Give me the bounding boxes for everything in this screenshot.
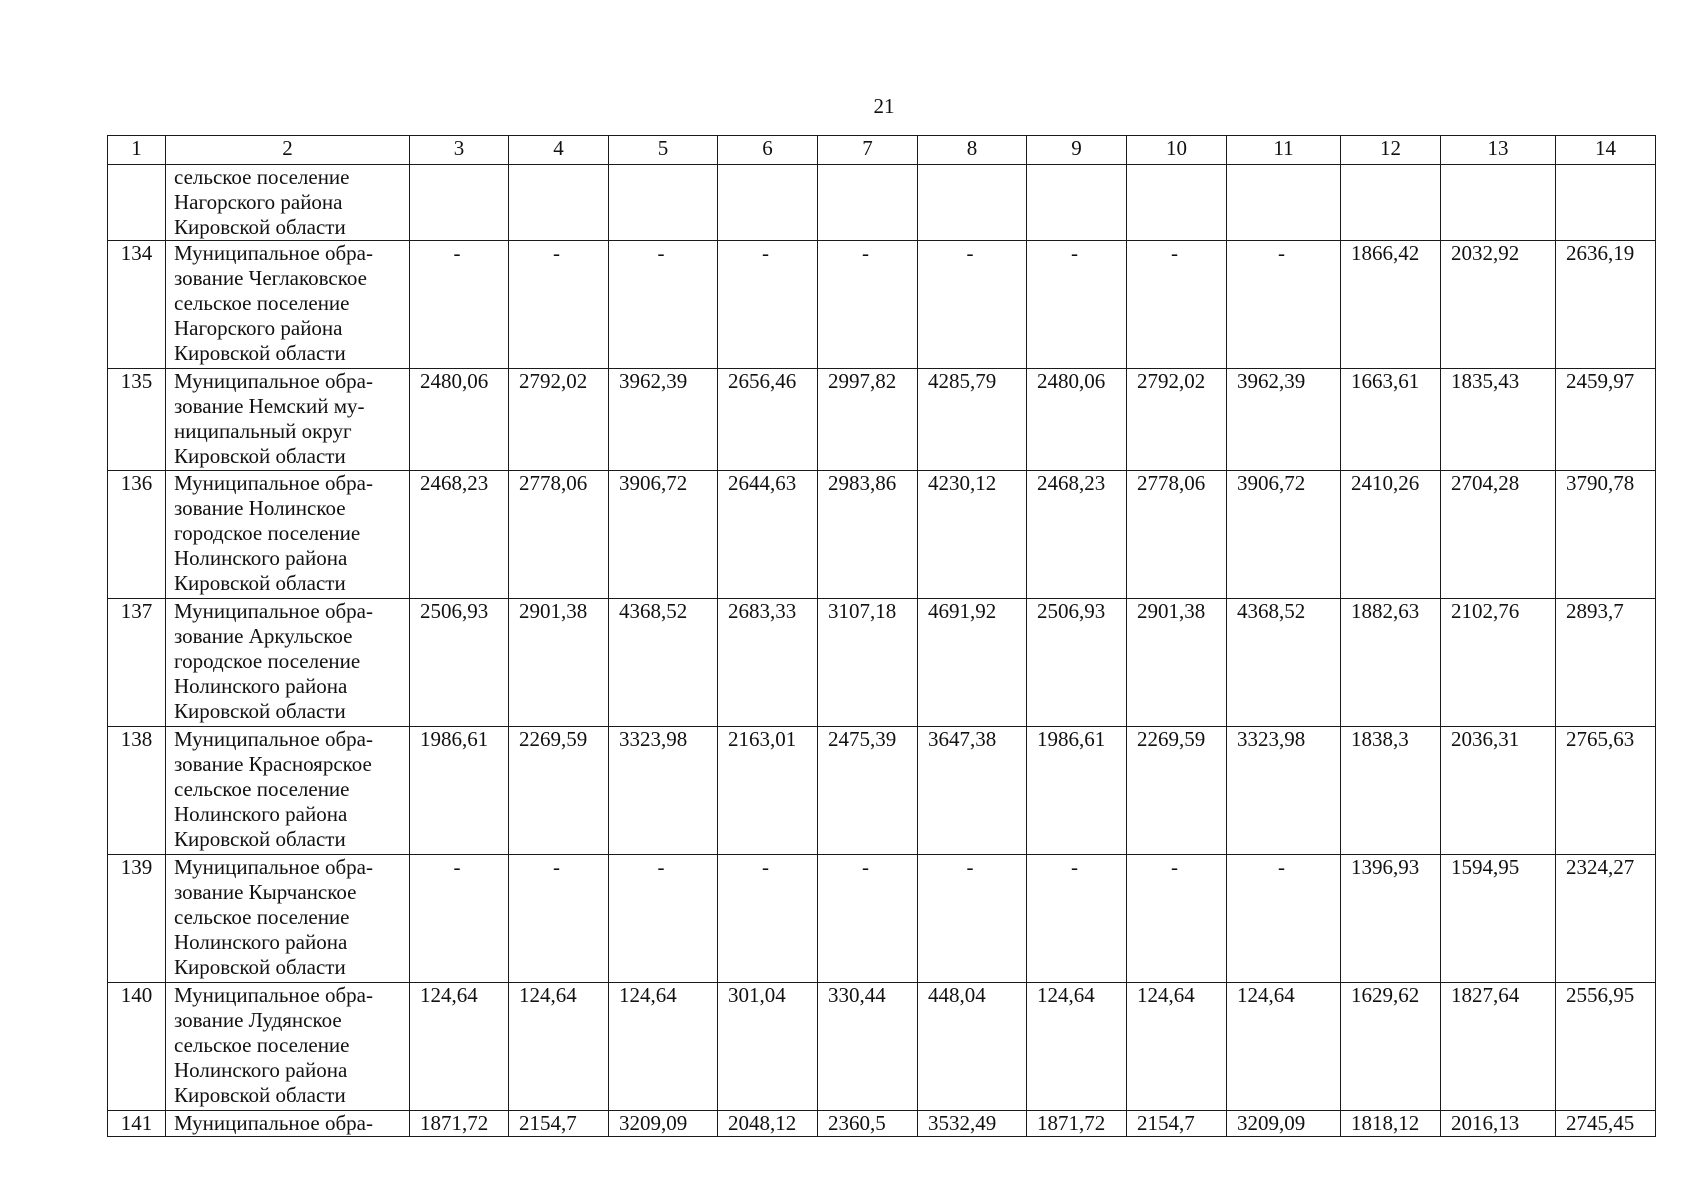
value-cell-col-4: 2154,7 — [509, 1111, 609, 1137]
value-cell-col-3: 1986,61 — [410, 727, 509, 855]
municipality-name-line: зование Лудянское — [174, 1008, 342, 1032]
table-row — [108, 241, 1656, 369]
value-cell-col-7: 2983,86 — [818, 471, 918, 599]
value-cell-col-10: 2901,38 — [1127, 599, 1227, 727]
municipality-name-line: зование Красноярское — [174, 752, 372, 776]
value-cell-col-9: 2506,93 — [1027, 599, 1127, 727]
municipality-name-line: ниципальный округ — [174, 419, 352, 443]
header-cell-13: 13 — [1441, 136, 1556, 165]
value-cell-col-5: 3962,39 — [609, 369, 718, 471]
value-cell-col-10: - — [1127, 855, 1227, 983]
value-cell-col-11: - — [1227, 855, 1341, 983]
municipality-name-line: Муниципальное обра- — [174, 599, 373, 623]
value-cell-col-13: 1594,95 — [1441, 855, 1556, 983]
value-cell-col-7: 330,44 — [818, 983, 918, 1111]
municipality-name-cell — [166, 471, 410, 599]
header-cell-11: 11 — [1227, 136, 1341, 165]
value-cell-col-3: 2468,23 — [410, 471, 509, 599]
value-cell-col-8: 448,04 — [918, 983, 1027, 1111]
value-cell-col-12: 1882,63 — [1341, 599, 1441, 727]
value-cell-col-6: 301,04 — [718, 983, 818, 1111]
municipality-name-line: зование Аркульское — [174, 624, 353, 648]
row-number-cell — [108, 165, 166, 241]
municipality-name-line: Нолинского района — [174, 1058, 348, 1082]
row-number-cell: 135 — [108, 369, 166, 471]
value-cell-col-6: 2644,63 — [718, 471, 818, 599]
value-cell-col-3 — [410, 165, 509, 241]
header-cell-8: 8 — [918, 136, 1027, 165]
header-cell-5: 5 — [609, 136, 718, 165]
value-cell-col-12: 1838,3 — [1341, 727, 1441, 855]
municipality-name-cell — [166, 727, 410, 855]
row-number-cell: 138 — [108, 727, 166, 855]
value-cell-col-8: - — [918, 241, 1027, 369]
value-cell-col-8: 4691,92 — [918, 599, 1027, 727]
municipality-name-line: Нолинского района — [174, 546, 348, 570]
value-cell-col-3: 2506,93 — [410, 599, 509, 727]
value-cell-col-8: 3532,49 — [918, 1111, 1027, 1137]
municipality-name-line: Муниципальное обра- — [174, 241, 373, 265]
value-cell-col-7: 3107,18 — [818, 599, 918, 727]
municipality-name-line: сельское поселение — [174, 905, 350, 929]
municipality-name-line: Муниципальное обра- — [174, 471, 373, 495]
row-number-cell: 137 — [108, 599, 166, 727]
value-cell-col-14: 2636,19 — [1556, 241, 1656, 369]
value-cell-col-10: 2269,59 — [1127, 727, 1227, 855]
value-cell-col-11: 3906,72 — [1227, 471, 1341, 599]
value-cell-col-5: 4368,52 — [609, 599, 718, 727]
header-row — [108, 136, 1656, 165]
municipality-name-line: Кировской области — [174, 571, 346, 595]
municipality-name-cell — [166, 165, 410, 241]
value-cell-col-5: 3323,98 — [609, 727, 718, 855]
value-cell-col-6: 2163,01 — [718, 727, 818, 855]
value-cell-col-3: 2480,06 — [410, 369, 509, 471]
value-cell-col-13: 1827,64 — [1441, 983, 1556, 1111]
row-number-cell: 141 — [108, 1111, 166, 1137]
value-cell-col-12: 1396,93 — [1341, 855, 1441, 983]
table-row — [108, 471, 1656, 599]
value-cell-col-8: 4285,79 — [918, 369, 1027, 471]
value-cell-col-4: 2792,02 — [509, 369, 609, 471]
row-number-cell: 139 — [108, 855, 166, 983]
value-cell-col-14: 2324,27 — [1556, 855, 1656, 983]
municipality-name-line: Кировской области — [174, 827, 346, 851]
value-cell-col-4: 2778,06 — [509, 471, 609, 599]
municipality-name-line: сельское поселение — [174, 1033, 350, 1057]
value-cell-col-13: 2704,28 — [1441, 471, 1556, 599]
value-cell-col-10: 124,64 — [1127, 983, 1227, 1111]
municipality-name-line: зование Немский му- — [174, 394, 365, 418]
value-cell-col-4 — [509, 165, 609, 241]
value-cell-col-5: - — [609, 241, 718, 369]
value-cell-col-4: 2901,38 — [509, 599, 609, 727]
table-body — [108, 136, 1656, 1137]
municipality-name-line: Муниципальное обра- — [174, 727, 373, 751]
municipality-name-line: Кировской области — [174, 215, 346, 239]
value-cell-col-14: 2745,45 — [1556, 1111, 1656, 1137]
value-cell-col-10: 2778,06 — [1127, 471, 1227, 599]
municipality-name-cell — [166, 241, 410, 369]
municipality-name-line: городское поселение — [174, 649, 361, 673]
row-number-cell: 136 — [108, 471, 166, 599]
municipality-name-line: Муниципальное обра- — [174, 855, 373, 879]
municipality-name-cell — [166, 599, 410, 727]
value-cell-col-12: 1663,61 — [1341, 369, 1441, 471]
municipality-name-line: Кировской области — [174, 699, 346, 723]
municipality-name-cell — [166, 369, 410, 471]
municipality-name-line: Нагорского района — [174, 190, 343, 214]
value-cell-col-7: 2475,39 — [818, 727, 918, 855]
value-cell-col-13: 2102,76 — [1441, 599, 1556, 727]
header-cell-10: 10 — [1127, 136, 1227, 165]
header-cell-3: 3 — [410, 136, 509, 165]
table-row — [108, 165, 1656, 241]
value-cell-col-12: 1866,42 — [1341, 241, 1441, 369]
value-cell-col-11: 124,64 — [1227, 983, 1341, 1111]
value-cell-col-3: 1871,72 — [410, 1111, 509, 1137]
value-cell-col-12: 1629,62 — [1341, 983, 1441, 1111]
value-cell-col-9 — [1027, 165, 1127, 241]
row-number-cell: 134 — [108, 241, 166, 369]
value-cell-col-3: - — [410, 855, 509, 983]
value-cell-col-5: 3209,09 — [609, 1111, 718, 1137]
value-cell-col-10: 2792,02 — [1127, 369, 1227, 471]
value-cell-col-7: 2360,5 — [818, 1111, 918, 1137]
value-cell-col-9: 2480,06 — [1027, 369, 1127, 471]
value-cell-col-14: 2765,63 — [1556, 727, 1656, 855]
value-cell-col-11: - — [1227, 241, 1341, 369]
value-cell-col-6: 2656,46 — [718, 369, 818, 471]
value-cell-col-13: 2016,13 — [1441, 1111, 1556, 1137]
municipality-name-line: городское поселение — [174, 521, 361, 545]
value-cell-col-3: - — [410, 241, 509, 369]
header-cell-14: 14 — [1556, 136, 1656, 165]
value-cell-col-14: 2893,7 — [1556, 599, 1656, 727]
value-cell-col-6 — [718, 165, 818, 241]
municipality-name-line: Муниципальное обра- — [174, 983, 373, 1007]
value-cell-col-6: 2683,33 — [718, 599, 818, 727]
municipality-name-cell — [166, 1111, 410, 1137]
value-cell-col-11: 3323,98 — [1227, 727, 1341, 855]
municipality-name-cell — [166, 983, 410, 1111]
value-cell-col-14 — [1556, 165, 1656, 241]
municipality-name-line: Кировской области — [174, 955, 346, 979]
municipality-name-line: сельское поселение — [174, 777, 350, 801]
header-cell-12: 12 — [1341, 136, 1441, 165]
municipality-name-line: зование Чеглаковское — [174, 266, 367, 290]
value-cell-col-7: - — [818, 855, 918, 983]
data-table — [107, 135, 1656, 1137]
value-cell-col-9: 1871,72 — [1027, 1111, 1127, 1137]
value-cell-col-12 — [1341, 165, 1441, 241]
value-cell-col-13: 2036,31 — [1441, 727, 1556, 855]
municipality-name-line: Кировской области — [174, 1083, 346, 1107]
page-number: 21 — [873, 94, 895, 118]
value-cell-col-13: 2032,92 — [1441, 241, 1556, 369]
municipality-name-line: Муниципальное обра- — [174, 1111, 373, 1135]
value-cell-col-9: 1986,61 — [1027, 727, 1127, 855]
value-cell-col-9: - — [1027, 855, 1127, 983]
value-cell-col-8: - — [918, 855, 1027, 983]
value-cell-col-4: 124,64 — [509, 983, 609, 1111]
row-number-cell: 140 — [108, 983, 166, 1111]
value-cell-col-3: 124,64 — [410, 983, 509, 1111]
value-cell-col-10: 2154,7 — [1127, 1111, 1227, 1137]
header-cell-7: 7 — [818, 136, 918, 165]
municipality-name-line: Кировской области — [174, 444, 346, 468]
municipality-name-line: Кировской области — [174, 341, 346, 365]
header-cell-6: 6 — [718, 136, 818, 165]
table-row — [108, 983, 1656, 1111]
value-cell-col-14: 2459,97 — [1556, 369, 1656, 471]
header-cell-9: 9 — [1027, 136, 1127, 165]
value-cell-col-7: - — [818, 241, 918, 369]
municipality-name-line: Муниципальное обра- — [174, 369, 373, 393]
value-cell-col-7 — [818, 165, 918, 241]
table-row — [108, 599, 1656, 727]
value-cell-col-9: 2468,23 — [1027, 471, 1127, 599]
value-cell-col-11: 3209,09 — [1227, 1111, 1341, 1137]
value-cell-col-5: - — [609, 855, 718, 983]
municipality-name-line: сельское поселение — [174, 165, 350, 189]
value-cell-col-11: 4368,52 — [1227, 599, 1341, 727]
value-cell-col-8: 3647,38 — [918, 727, 1027, 855]
table-row — [108, 855, 1656, 983]
value-cell-col-6: - — [718, 241, 818, 369]
value-cell-col-13: 1835,43 — [1441, 369, 1556, 471]
value-cell-col-4: - — [509, 855, 609, 983]
value-cell-col-7: 2997,82 — [818, 369, 918, 471]
header-cell-1: 1 — [108, 136, 166, 165]
municipality-name-line: Нолинского района — [174, 674, 348, 698]
value-cell-col-8 — [918, 165, 1027, 241]
value-cell-col-8: 4230,12 — [918, 471, 1027, 599]
municipality-name-line: Нолинского района — [174, 930, 348, 954]
value-cell-col-14: 2556,95 — [1556, 983, 1656, 1111]
municipality-name-line: зование Нолинское — [174, 496, 346, 520]
value-cell-col-6: 2048,12 — [718, 1111, 818, 1137]
value-cell-col-6: - — [718, 855, 818, 983]
municipality-name-cell — [166, 855, 410, 983]
value-cell-col-5 — [609, 165, 718, 241]
value-cell-col-5: 3906,72 — [609, 471, 718, 599]
value-cell-col-10 — [1127, 165, 1227, 241]
value-cell-col-4: 2269,59 — [509, 727, 609, 855]
value-cell-col-12: 1818,12 — [1341, 1111, 1441, 1137]
value-cell-col-10: - — [1127, 241, 1227, 369]
value-cell-col-11 — [1227, 165, 1341, 241]
municipality-name-line: Нолинского района — [174, 802, 348, 826]
table-row — [108, 1111, 1656, 1137]
municipality-name-line: зование Кырчанское — [174, 880, 357, 904]
header-cell-2: 2 — [166, 136, 410, 165]
value-cell-col-12: 2410,26 — [1341, 471, 1441, 599]
value-cell-col-4: - — [509, 241, 609, 369]
value-cell-col-5: 124,64 — [609, 983, 718, 1111]
value-cell-col-13 — [1441, 165, 1556, 241]
header-cell-4: 4 — [509, 136, 609, 165]
value-cell-col-14: 3790,78 — [1556, 471, 1656, 599]
value-cell-col-11: 3962,39 — [1227, 369, 1341, 471]
municipality-name-line: сельское поселение — [174, 291, 350, 315]
table-row — [108, 727, 1656, 855]
table-row — [108, 369, 1656, 471]
value-cell-col-9: - — [1027, 241, 1127, 369]
value-cell-col-9: 124,64 — [1027, 983, 1127, 1111]
municipality-name-line: Нагорского района — [174, 316, 343, 340]
